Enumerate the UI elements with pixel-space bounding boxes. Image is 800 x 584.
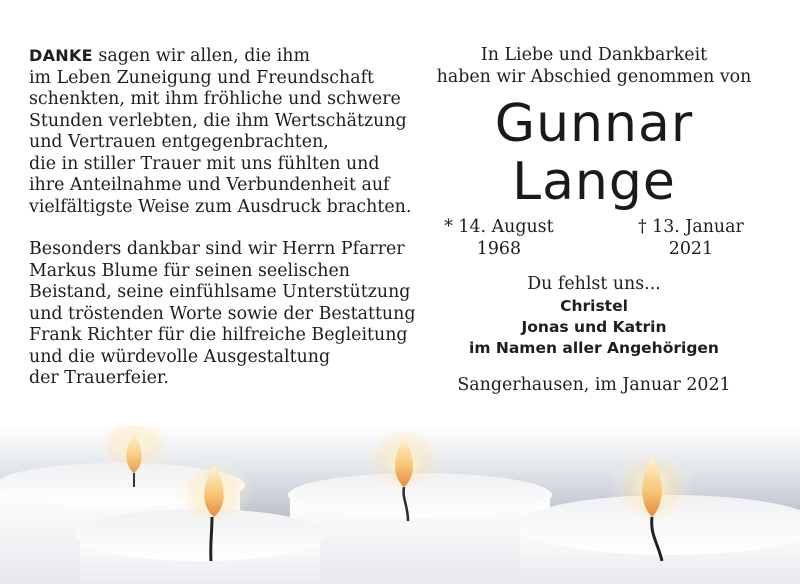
thanks-line: ihre Anteilnahme und Verbundenheit auf [29,175,390,195]
death-date: † 13. Januar 2021 [637,217,744,259]
thanks-line: Markus Blume für seinen seelischen [29,260,350,281]
thanks-line: schenkten, mit ihm fröhliche und schwere [29,89,401,109]
thanks-line: vielfältigste Weise zum Ausdruck brachten. [29,196,412,217]
candles-image [0,425,800,584]
thanks-lead-word: DANKE [29,46,93,65]
intro-line: haben wir Abschied genommen von [436,66,752,87]
thanks-line: der Trauerfeier. [29,368,169,388]
thanks-line: Frank Richter für die hilfreiche Begleitung [29,325,408,345]
thanks-line: und Vertrauen entgegenbrachten, [29,132,329,152]
intro-line: In Liebe und Dankbarkeit [480,45,708,65]
life-dates [420,217,768,260]
deceased-name [420,95,768,211]
paragraph-gap [29,218,409,239]
first-name: Gunnar [494,94,694,154]
thanks-line: DANKE sagen wir allen, die ihm [29,46,310,66]
mourner-name: Jonas und Katrin [521,317,667,336]
candles-illustration [0,425,800,584]
last-name: Lange [512,152,676,212]
mourners-block [420,274,768,359]
obituary-block [420,45,768,396]
thanks-line: Beistand, seine einfühlsame Unterstützung [29,282,411,302]
missing-line: Du fehlst uns... [527,274,661,294]
place-date: Sangerhausen, im Januar 2021 [457,374,731,395]
thanks-line: die in stiller Trauer mit uns fühlten und [29,153,380,174]
thanks-line: und die würdevolle Ausgestaltung [29,346,331,367]
thanks-line: und tröstenden Worte sowie der Bestattung [29,303,416,324]
thanks-line: Stunden verlebten, die ihm Wertschätzung [29,110,407,131]
mourner-name: im Namen aller Angehörigen [469,338,719,357]
thanks-text [29,45,416,390]
thanks-line: im Leben Zuneigung und Freundschaft [29,67,375,88]
candle-front-right [520,447,800,584]
birth-date: * 14. August 1968 [444,217,554,259]
candle-back-middle [288,425,552,584]
thanks-line: Besonders dankbar sind wir Herrn Pfarrer [29,239,405,259]
mourner-name: Christel [560,296,628,315]
